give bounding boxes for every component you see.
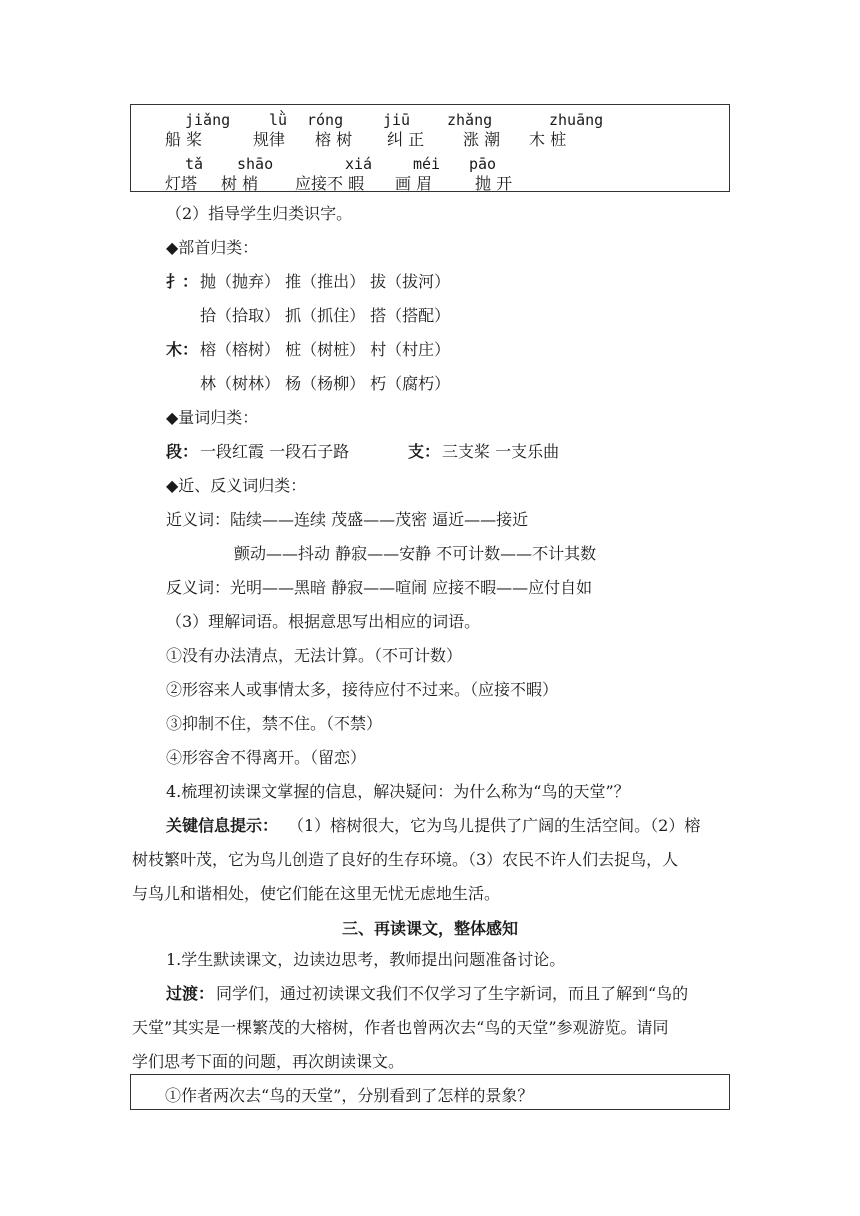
pinyin: jiū xyxy=(383,111,411,129)
question-box xyxy=(130,1074,730,1110)
measure-heading: ◆量词归类： xyxy=(166,408,259,427)
subsection-title: （2）指导学生归类识字。 xyxy=(166,204,353,223)
measure-text: 三支桨 一支乐曲 xyxy=(442,442,560,461)
radical-heading: ◆部首归类： xyxy=(166,238,259,257)
hanzi: 规律 xyxy=(253,130,286,149)
antonym-row: 反义词：光明——黑暗 静寂——喧闹 应接不暇——应付自如 xyxy=(166,578,593,597)
pinyin: pāo xyxy=(469,155,497,173)
transition-text: 同学们，通过初读课文我们不仅学习了生字新词，而且了解到“鸟的 xyxy=(216,984,689,1003)
transition-text: 天堂”其实是一棵繁茂的大榕树，作者也曾两次去“鸟的天堂”参观游览。请同 xyxy=(132,1018,669,1037)
radical-label: 木： xyxy=(166,340,199,359)
hanzi: 榕 树 xyxy=(315,130,353,149)
hanzi: 船 桨 xyxy=(165,130,203,149)
key-info-text: 与鸟儿和谐相处，使它们能在这里无忧无虑地生活。 xyxy=(132,884,501,903)
hanzi: 纠 正 xyxy=(387,130,425,149)
hanzi: 应接不 暇 xyxy=(295,174,365,193)
hanzi: 涨 潮 xyxy=(463,130,501,149)
pinyin: zhuāng xyxy=(549,111,604,129)
key-info-label: 关键信息提示： xyxy=(166,816,279,835)
measure-text: 一段红霞 一段石子路 xyxy=(200,442,350,461)
transition-label: 过渡： xyxy=(166,984,215,1003)
hanzi: 树 梢 xyxy=(221,174,259,193)
pinyin: shāo xyxy=(237,155,274,173)
pinyin: lǜ xyxy=(269,111,288,129)
pinyin: zhǎng xyxy=(447,111,493,129)
hanzi: 灯塔 xyxy=(165,174,198,193)
list-item: ②形容来人或事情太多，接待应付不过来。（应接不暇） xyxy=(166,680,559,699)
transition-text: 学们思考下面的问题，再次朗读课文。 xyxy=(132,1052,405,1071)
subsection-title: （3）理解词语。根据意思写出相应的词语。 xyxy=(166,612,481,631)
radical-row: 榕（榕树） 桩（树桩） 村（村庄） xyxy=(200,340,451,359)
pinyin: xiá xyxy=(345,155,373,173)
list-item: ③抑制不住，禁不住。（不禁） xyxy=(166,714,383,733)
hanzi: 抛 开 xyxy=(475,174,513,193)
step-text: 1.学生默读课文，边读边思考，教师提出问题准备讨论。 xyxy=(166,950,566,969)
hanzi: 画 眉 xyxy=(395,174,433,193)
list-item: ④形容舍不得离开。（留恋） xyxy=(166,748,367,767)
pinyin: tǎ xyxy=(185,155,204,173)
question-text: ①作者两次去“鸟的天堂”，分别看到了怎样的景象？ xyxy=(165,1086,534,1105)
key-info-text: 树枝繁叶茂，它为鸟儿创造了良好的生存环境。（3）农民不许人们去捉鸟，人 xyxy=(132,850,679,869)
pinyin: jiǎng xyxy=(185,111,231,129)
step-text: 4.梳理初读课文掌握的信息，解决疑问：为什么称为“鸟的天堂”？ xyxy=(166,782,630,801)
measure-label: 段： xyxy=(166,442,199,461)
pinyin: róng xyxy=(307,111,344,129)
synonym-row: 近义词：陆续——连续 茂盛——茂密 逼近——接近 xyxy=(166,510,529,529)
pinyin-vocabulary-box xyxy=(130,104,730,192)
radical-row: 拾（拾取） 抓（抓住） 搭（搭配） xyxy=(200,306,451,325)
key-info-text: （1）榕树很大，它为鸟儿提供了广阔的生活空间。（2）榕 xyxy=(288,816,701,835)
measure-label: 支： xyxy=(408,442,441,461)
radical-row: 抛（抛弃） 推（推出） 拔（拔河） xyxy=(200,272,451,291)
radical-row: 林（树林） 杨（杨柳） 朽（腐朽） xyxy=(200,374,451,393)
hanzi: 木 桩 xyxy=(529,130,567,149)
synonym-heading: ◆近、反义词归类： xyxy=(166,476,307,495)
radical-label: 扌： xyxy=(166,272,199,291)
list-item: ①没有办法清点，无法计算。（不可计数） xyxy=(166,646,463,665)
synonym-row: 颤动——抖动 静寂——安静 不可计数——不计其数 xyxy=(234,544,597,563)
pinyin: méi xyxy=(413,155,441,173)
section-title: 三、再读课文，整体感知 xyxy=(341,919,518,938)
